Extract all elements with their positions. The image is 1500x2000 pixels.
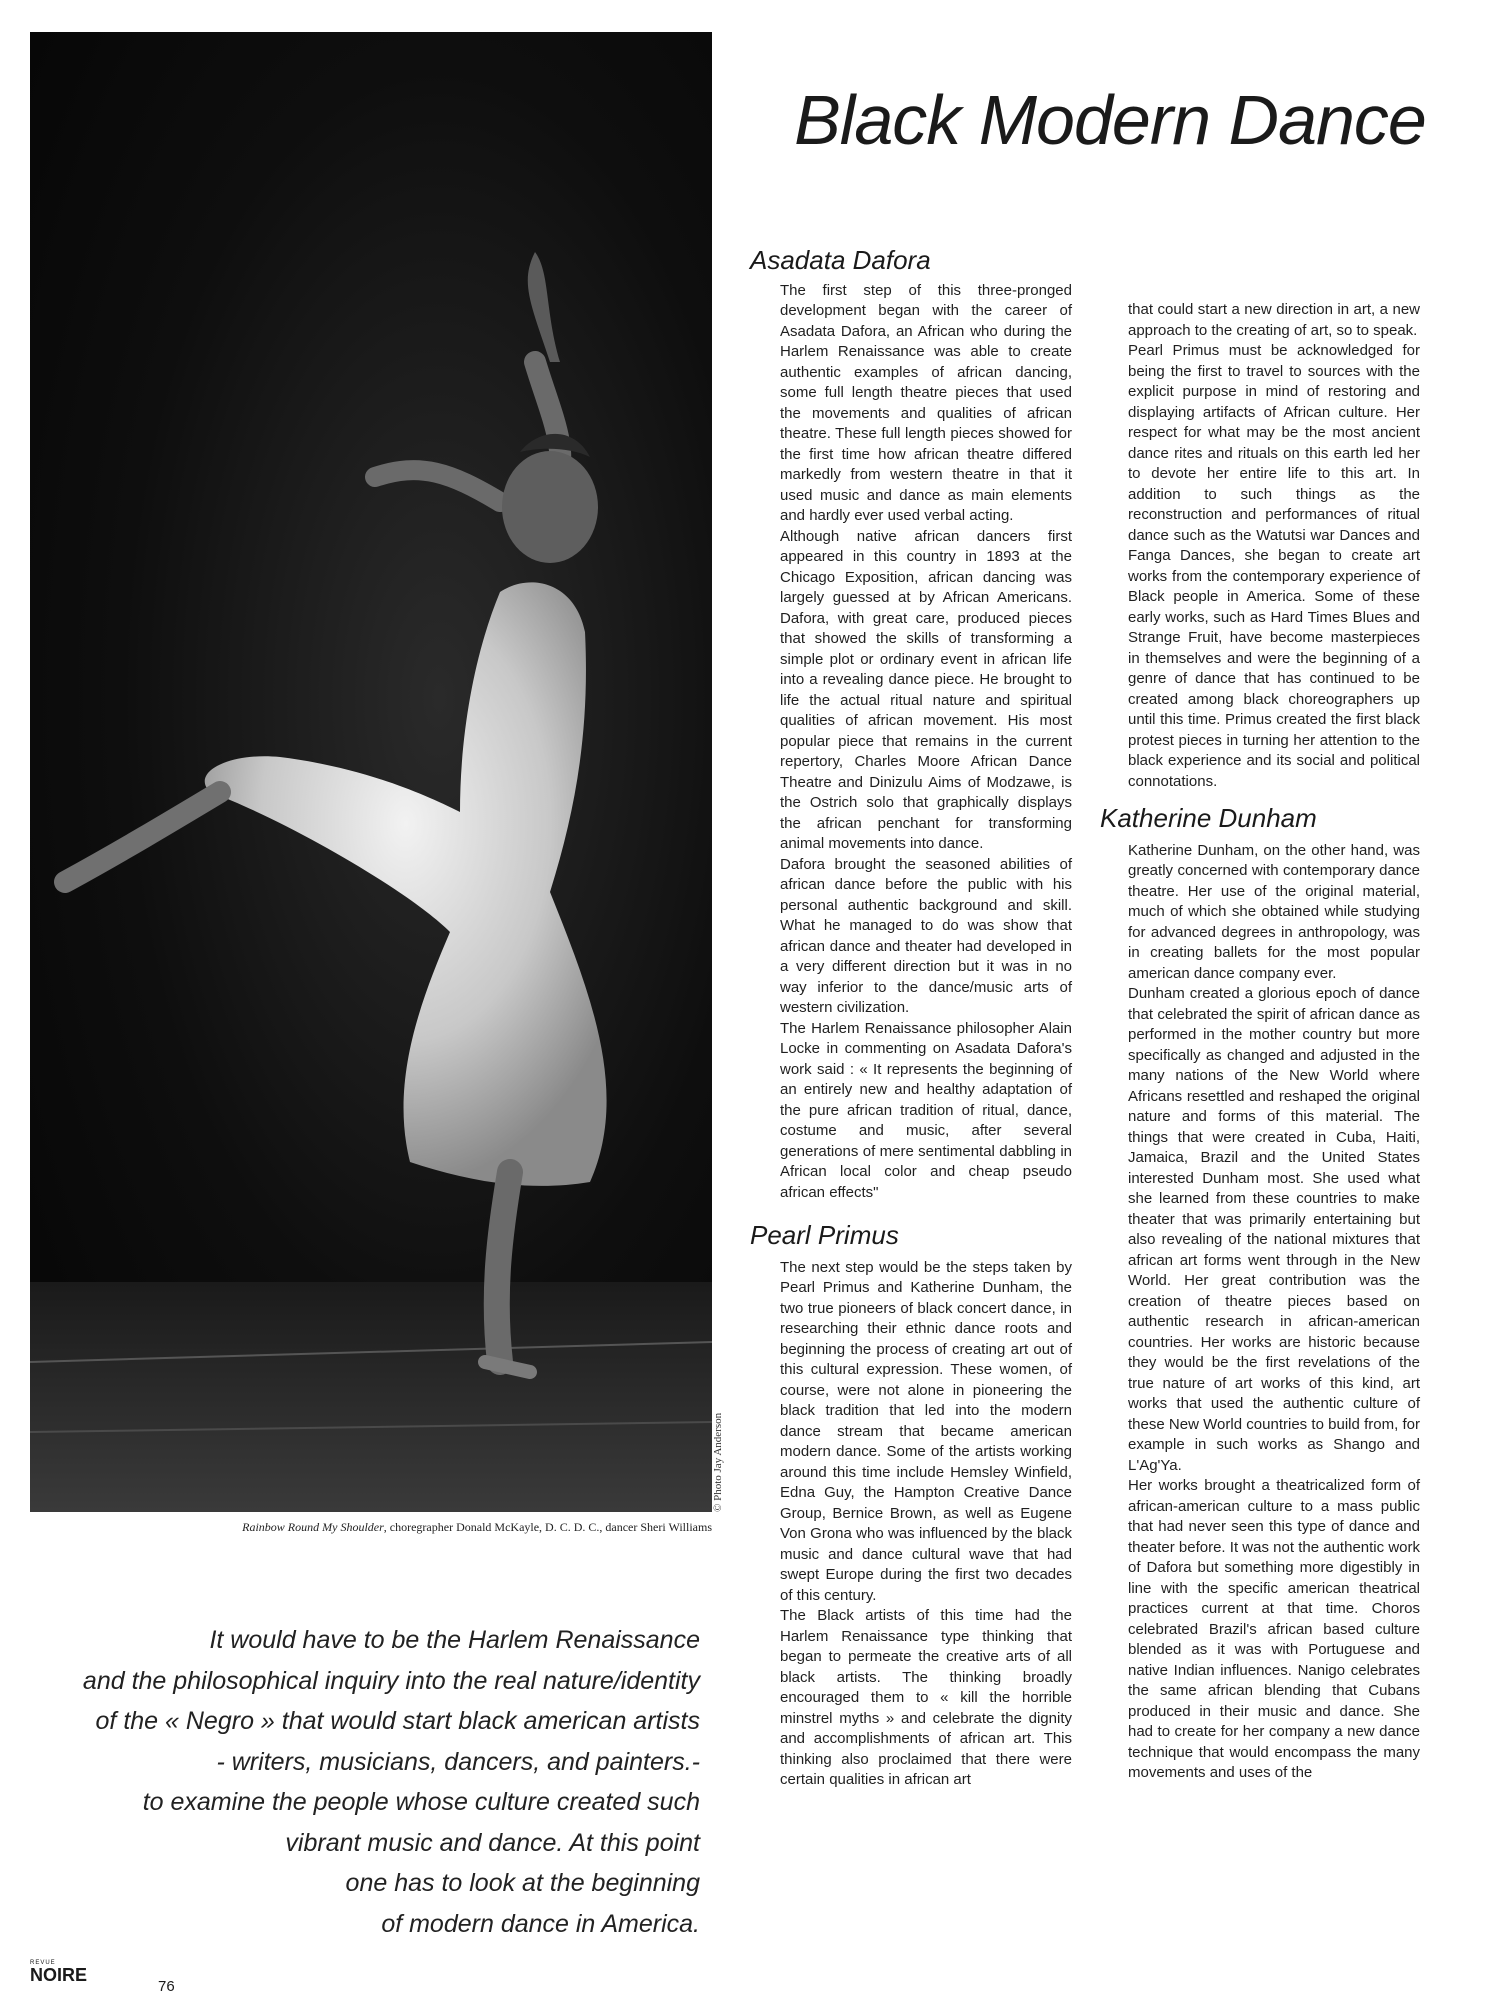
pull-quote-line: vibrant music and dance. At this point: [285, 1828, 700, 1857]
paragraph: The next step would be the steps taken by Pearl Primus and Katherine Dunham, the two true pioneers of black concert dance, in researching their ethnic dance roots and beginning the process of creating art out of this cultural expression. These women, of course, were not alone in pioneering the black tradition that led into the modern dance stream that became american modern dance. Some of the artists working around this time include Hemsley Winfield, Edna Guy, the Hampton Creative Dance Group, Bernice Brown, as well as Eugene Von Grona who was influenced by the black music and dance cultural wave that had swept Europe during the first two decades of this century.: [780, 1258, 1072, 1604]
photo-caption: [30, 1520, 712, 1535]
pull-quote: [60, 1620, 700, 1944]
paragraph: Although native african dancers first appeared in this country in 1893 at the Chicago Exposition, african dancing was largely guessed at by African Americans. Dafora, with great care, produced pieces that showed the skills of transforming a simple plot or ordinary event in african life into a revealing dance piece. He brought to life the actual ritual nature and spiritual qualities of african movement. His most popular piece that remains in the current repertory, Charles Moore African Dance Theatre and Dinizulu Aims of Modzawe, is the Ostrich solo that graphically displays the african penchant for transforming animal movements into dance.: [780, 527, 1072, 852]
caption-title: Rainbow Round My Shoulder: [242, 1520, 384, 1534]
article-title: Black Modern Dance: [794, 81, 1426, 159]
pull-quote-line: to examine the people whose culture created such: [142, 1788, 700, 1816]
section-heading-dunham: Katherine Dunham: [1100, 803, 1317, 833]
paragraph: Katherine Dunham, on the other hand, was greatly concerned with contemporary dance theatre. Her use of the original material, much of which she obtained while studying for advanced degrees in anthropology, was in creating ballets for the most popular american dance company ever.: [1128, 841, 1420, 982]
paragraph: Dafora brought the seasoned abilities of african dance before the public with his personal authentic background and skill. What he managed to do was show that african dance and theater had developed in a very different direction but it was in no way inferior to the dance/music arts of western civilization.: [780, 855, 1072, 1016]
section-heading-dafora: Asadata Dafora: [750, 245, 931, 275]
paragraph: that could start a new direction in art, a new approach to the creating of art, so to speak.: [1128, 301, 1420, 339]
section-heading-primus: Pearl Primus: [750, 1220, 899, 1250]
logo-top: REVUE: [30, 1960, 56, 1966]
paragraph: Dunham created a glorious epoch of dance that celebrated the spirit of african dance as performed in the mother country but more specifically as changed and adjusted in the many nations of the New World where Africans resettled and reshaped the original nature and forms of this material. The things that were created in Cuba, Haiti, Jamaica, Brazil and the United States interested Dunham most. She used what she learned from these countries to make theater that was primarily entertaining but also revealing of the national mixtures that african art forms went through in the New World. Her great contribution was the creation of theatre pieces based on authentic research in african-american countries. Her works are historic because they would be the first revelations of the true nature of art works of this kind, art works that used the authentic culture of these New World countries to build from, for example in such works as Shango and L'Ag'Ya.: [1128, 985, 1420, 1474]
pull-quote-line: of the « Negro » that would start black american artists: [95, 1707, 700, 1735]
article-column-1: [750, 245, 1072, 1791]
dancer-photo: [30, 32, 712, 1512]
pull-quote-line: and the philosophical inquiry into the real nature/identity: [82, 1666, 700, 1695]
paragraph: The first step of this three-pronged development began with the career of Asadata Dafora, an African who during the Harlem Renaissance was able to create authentic examples of african dancing, some full length theatre pieces that used the movements and qualities of african theatre. These full length pieces showed for the first time how african theatre differed markedly from western theatre in that it used music and dance as main elements and hardly ever used verbal acting.: [780, 281, 1072, 524]
pull-quote-line: one has to look at the beginning: [345, 1869, 700, 1897]
page-number: 76: [158, 1978, 175, 1995]
photo-credit: © Photo Jay Anderson: [712, 1412, 724, 1512]
pull-quote-line: of modern dance in America.: [381, 1909, 700, 1938]
paragraph: The Black artists of this time had the Harlem Renaissance type thinking that began to permeate the creative arts of all black artists. The thinking broadly encouraged them to « kill the horrible minstrel myths » and celebrate the dignity and accomplishments of african art. This thinking also proclaimed that there were certain qualities in african art: [780, 1607, 1072, 1788]
pull-quote-line: - writers, musicians, dancers, and painters.-: [216, 1747, 700, 1776]
dancer-illustration: [30, 32, 712, 1512]
logo-bottom: NOIRE: [30, 1965, 88, 1985]
caption-rest: , choregrapher Donald McKayle, D. C. D. C., dancer Sheri Williams: [383, 1520, 712, 1534]
revue-noire-logo: [30, 1960, 87, 1984]
paragraph: Her works brought a theatricalized form of african-american culture to a mass public that had never seen this type of dance and theater before. It was not the authentic work of Dafora but something more digestibly in line with the specific american theatrical practices current at that time. Choros celebrated Brazil's african based culture blended as it was with Portuguese and native Indian influences. Nanigo celebrates the same african blending that Cubans produced in their music and dance. She had to create for her company a new dance technique that would encompass the many movements and uses of the: [1128, 1477, 1420, 1781]
pull-quote-line: It would have to be the Harlem Renaissance: [209, 1626, 700, 1654]
paragraph: The Harlem Renaissance philosopher Alain Locke in commenting on Asadata Dafora's work said : « It represents the beginning of an entirely new and healthy adaptation of the pure african tradition of ritual, dance, costume and music, after several generations of mere sentimental dabbling in African local color and cheap pseudo african effects": [780, 1019, 1072, 1201]
paragraph: Pearl Primus must be acknowledged for being the first to travel to sources with the explicit purpose in mind of restoring and displaying artifacts of African culture. Her respect for what may be the most ancient dance rites and rituals on this earth led her to devote her entire life to this art. In addition to such things as the reconstruction and performances of ritual dance such as the Watutsi war Dances and Fanga Dances, she began to create art works from the contemporary experience of Black people in America. Some of these early works, such as Hard Times Blues and Strange Fruit, have become masterpieces in themselves and were the beginning of a genre of dance that has continued to be created among black choreographers up until this time. Primus created the first black protest pieces in turning her attention to the black experience and its social and political connotations.: [1128, 342, 1420, 790]
article-column-2: [1100, 300, 1420, 1784]
